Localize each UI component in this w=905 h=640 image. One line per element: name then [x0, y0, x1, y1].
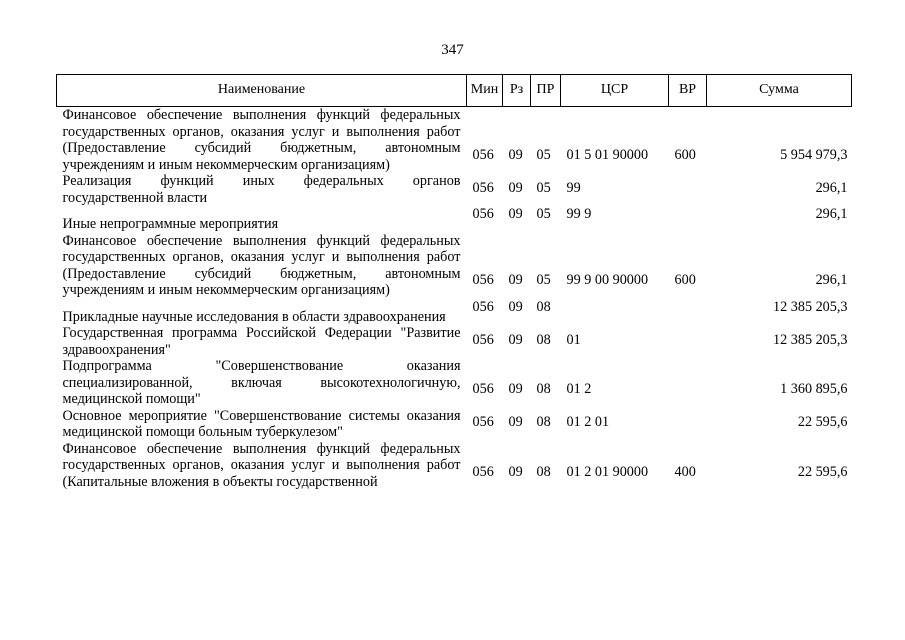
row-name: Прикладные научные исследования в области здравоохранения: [62, 308, 446, 325]
table-row: [57, 173, 852, 206]
row-name: Иные непрограммные мероприятия: [62, 216, 279, 232]
row-csr: 99 9: [566, 206, 592, 222]
header-vr: ВР: [669, 75, 707, 107]
header-rz: Рз: [503, 75, 531, 107]
row-pr: 08: [536, 331, 551, 348]
row-csr: [561, 299, 669, 326]
row-sum: 5 954 979,3: [780, 146, 848, 163]
row-name: Финансовое обеспечение выполнения функций федеральных государственных органов, оказания услуг и выполнения работ (Капитальные вложения в объекты государственной: [62, 440, 461, 490]
table-row: [57, 441, 852, 491]
row-csr: 01 2 01: [566, 414, 610, 430]
budget-table: [56, 74, 852, 490]
table-row: [57, 408, 852, 441]
row-min: 056: [472, 179, 494, 196]
row-rz: 09: [508, 463, 523, 480]
row-vr: [669, 299, 707, 326]
row-min: 056: [472, 463, 494, 480]
row-rz: 09: [508, 206, 523, 222]
row-sum: 296,1: [815, 179, 848, 196]
row-csr: 01 2 01 90000: [566, 463, 649, 480]
row-pr: 05: [536, 179, 551, 196]
row-vr: [669, 173, 707, 206]
table-row: [57, 358, 852, 408]
row-pr: 08: [536, 414, 551, 430]
table-row: [57, 107, 852, 174]
row-rz: 09: [508, 381, 523, 397]
row-name: Реализация функций иных федеральных органов государственной власти: [62, 173, 461, 206]
table-header-row: [57, 75, 852, 107]
header-csr: ЦСР: [561, 75, 669, 107]
row-name: Государственная программа Российской Федерации "Развитие здравоохранения": [62, 325, 461, 358]
header-min: Мин: [467, 75, 503, 107]
row-csr: 99: [566, 179, 581, 196]
row-min: 056: [472, 331, 494, 348]
row-sum: 12 385 205,3: [773, 298, 848, 315]
row-pr: 08: [536, 381, 551, 397]
row-vr: [669, 206, 707, 233]
row-name: Подпрограмма "Совершенствование оказания специализированной, включая высокотехнологичную, медицинской помощи": [62, 358, 461, 407]
row-rz: 09: [508, 146, 523, 163]
row-rz: 09: [508, 331, 523, 348]
row-csr: 01 5 01 90000: [566, 146, 649, 163]
row-rz: 09: [508, 272, 523, 288]
page-number: 347: [441, 42, 464, 58]
row-csr: 01 2: [566, 381, 592, 397]
row-min: 056: [472, 146, 494, 163]
row-rz: 09: [508, 179, 523, 196]
table-row: [57, 325, 852, 358]
row-pr: 05: [536, 206, 551, 222]
row-csr: 01: [566, 331, 581, 348]
row-pr: 05: [536, 272, 551, 288]
row-vr: [669, 358, 707, 408]
row-csr: 99 9 00 90000: [566, 272, 649, 288]
row-pr: 08: [536, 298, 551, 315]
row-rz: 09: [508, 414, 523, 430]
row-vr: 600: [674, 146, 696, 163]
table-row: [57, 233, 852, 299]
row-name: Основное мероприятие "Совершенствование системы оказания медицинской помощи больным туберкулезом": [62, 407, 461, 440]
header-pr: ПР: [531, 75, 561, 107]
row-vr: [669, 408, 707, 441]
row-sum: 22 595,6: [797, 414, 848, 430]
row-pr: 05: [536, 146, 551, 163]
table-row: [57, 206, 852, 233]
row-sum: 296,1: [815, 272, 848, 288]
row-sum: 12 385 205,3: [773, 331, 848, 348]
row-rz: 09: [508, 298, 523, 315]
row-vr: 400: [674, 463, 696, 480]
row-vr: [669, 325, 707, 358]
row-pr: 08: [536, 463, 551, 480]
row-min: 056: [472, 381, 494, 397]
row-vr: 600: [674, 272, 696, 288]
row-name: Финансовое обеспечение выполнения функций федеральных государственных органов, оказания услуг и выполнения работ (Предоставление субсидий бюджетным, автономным учреждениям и иным некоммерческим организациям): [62, 232, 461, 298]
row-min: 056: [472, 206, 494, 222]
header-name: Наименование: [57, 75, 467, 107]
header-sum: Сумма: [707, 75, 852, 107]
row-sum: 1 360 895,6: [780, 381, 848, 397]
row-min: 056: [472, 414, 494, 430]
row-name: Финансовое обеспечение выполнения функций федеральных государственных органов, оказания услуг и выполнения работ (Предоставление субсидий бюджетным, автономным учреждениям и иным некоммерческим организациям): [62, 107, 461, 173]
row-min: 056: [472, 298, 494, 315]
row-sum: 22 595,6: [797, 463, 848, 480]
table-row: [57, 299, 852, 326]
row-min: 056: [472, 272, 494, 288]
row-sum: 296,1: [815, 206, 848, 222]
